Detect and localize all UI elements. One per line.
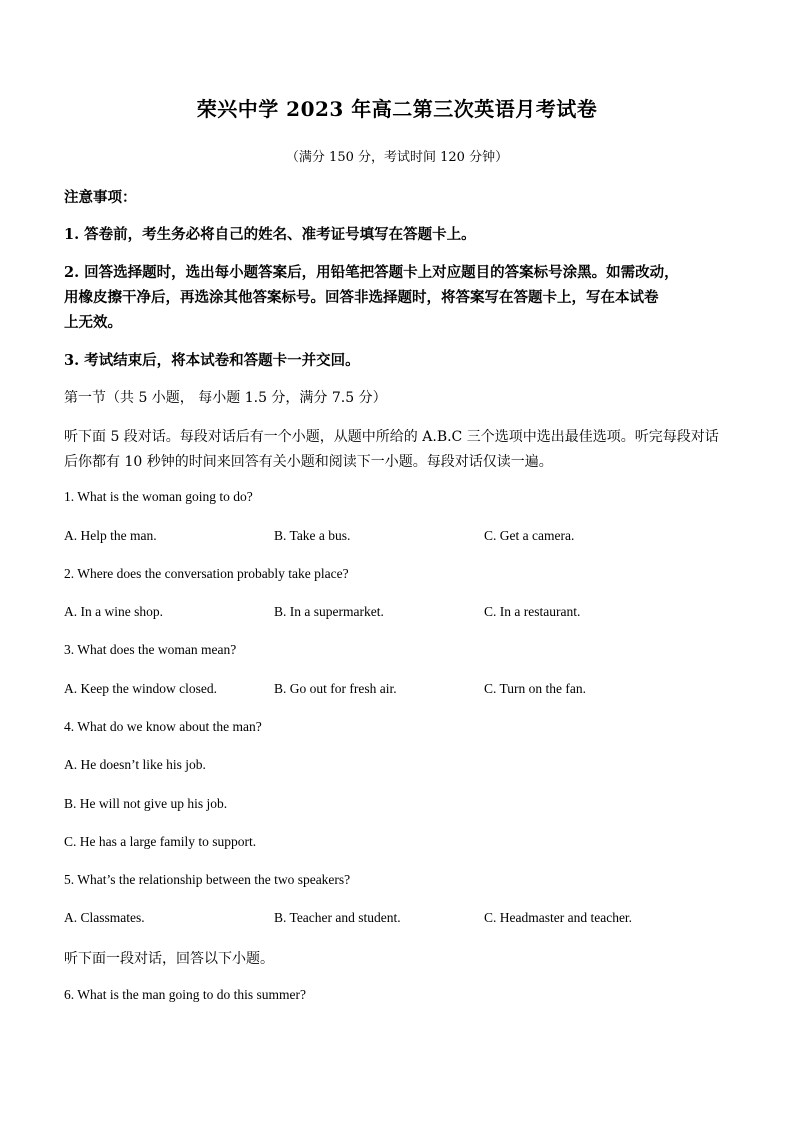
question-stem: 3. What does the woman mean? — [64, 642, 237, 657]
notice-item-2-line-3: 上无效。 — [64, 314, 122, 331]
option-c: C. Headmaster and teacher. — [484, 910, 633, 925]
option-a: A. He doesn’t like his job. — [64, 757, 206, 772]
section1-instruction-line-1: 听下面 5 段对话。每段对话后有一个小题，从题中所给的 A.B.C 三个选项中选出最佳选项。听完每段对话 — [64, 429, 719, 445]
section1-instruction-line-2: 后你都有 10 秒钟的时间来回答有关小题和阅读下一小题。每段对话仅读一遍。 — [64, 454, 553, 470]
option-a: A. Help the man. — [64, 528, 157, 543]
notice-item-2-line-1: 2. 回答选择题时，选出每小题答案后，用铅笔把答题卡上对应题目的答案标号涂黑。如需改动， — [64, 264, 679, 281]
question-stem: 6. What is the man going to do this summer? — [64, 987, 306, 1002]
option-b: B. Take a bus. — [274, 528, 351, 543]
option-a: A. In a wine shop. — [64, 604, 163, 619]
option-c: C. Get a camera. — [484, 528, 575, 543]
option-b: B. He will not give up his job. — [64, 796, 228, 811]
option-c: C. In a restaurant. — [484, 604, 581, 619]
option-a: A. Classmates. — [64, 910, 145, 925]
notice-item-3: 3. 考试结束后，将本试卷和答题卡一并交回。 — [64, 352, 360, 369]
question-stem: 1. What is the woman going to do? — [64, 489, 253, 504]
exam-subtitle: （满分 150 分，考试时间 120 分钟） — [285, 150, 509, 165]
section2-instruction: 听下面一段对话，回答以下小题。 — [64, 951, 274, 967]
option-c: C. He has a large family to support. — [64, 834, 257, 849]
option-b: B. In a supermarket. — [274, 604, 384, 619]
question-stem: 2. Where does the conversation probably take place? — [64, 566, 349, 581]
notice-heading: 注意事项： — [64, 189, 137, 206]
option-a: A. Keep the window closed. — [64, 681, 217, 696]
question-stem: 5. What’s the relationship between the two speakers? — [64, 872, 351, 887]
exam-title: 荣兴中学 2023 年高二第三次英语月考试卷 — [196, 97, 598, 121]
question-stem: 4. What do we know about the man? — [64, 719, 262, 734]
option-b: B. Teacher and student. — [274, 910, 401, 925]
notice-item-1: 1. 答卷前，考生务必将自己的姓名、准考证号填写在答题卡上。 — [64, 226, 476, 243]
option-b: B. Go out for fresh air. — [274, 681, 397, 696]
option-c: C. Turn on the fan. — [484, 681, 587, 696]
section1-heading: 第一节（共 5 小题， 每小题 1.5 分，满分 7.5 分） — [64, 390, 387, 406]
notice-item-2-line-2: 用橡皮擦干净后，再选涂其他答案标号。回答非选择题时，将答案写在答题卡上，写在本试卷 — [64, 289, 659, 306]
